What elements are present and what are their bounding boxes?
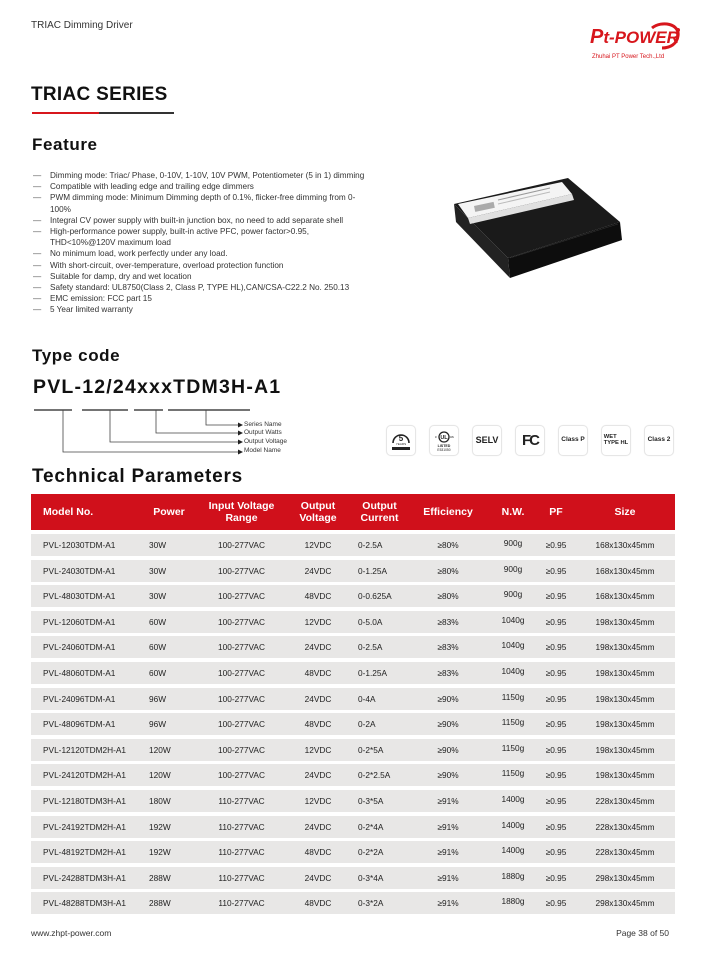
cell-efficiency: ≥90% (437, 693, 459, 704)
cell-model: PVL-24192TDM2H-A1 (43, 821, 127, 832)
cell-net-weight: 1040g (501, 614, 525, 625)
cell-model: PVL-48030TDM-A1 (43, 591, 116, 602)
technical-parameters-table (31, 494, 675, 914)
wet-type-hl-icon: WET TYPE HL (601, 425, 631, 456)
cell-output-current: 0-2*4A (358, 821, 384, 832)
cell-efficiency: ≥91% (437, 898, 459, 909)
cell-size: 228x130x45mm (595, 821, 655, 832)
cell-power: 30W (149, 591, 167, 602)
cell-output-current: 0-3*2A (358, 898, 384, 909)
cell-power: 120W (149, 770, 171, 781)
fcc-icon: FC (515, 425, 545, 456)
cell-output-current: 0-1.25A (358, 565, 388, 576)
cell-size: 198x130x45mm (595, 744, 655, 755)
table-row (31, 867, 675, 889)
cell-net-weight: 1400g (501, 793, 525, 804)
cell-input-voltage: 100-277VAC (218, 719, 265, 730)
feature-item: — No minimum load, work perfectly under any load. (33, 249, 228, 259)
selv-icon: SELV (472, 425, 502, 456)
cell-pf: ≥0.95 (545, 565, 567, 576)
cell-input-voltage: 110-277VAC (218, 898, 265, 909)
cell-efficiency: ≥83% (437, 667, 459, 678)
table-row (31, 688, 675, 710)
cell-net-weight: 1150g (501, 691, 525, 702)
table-header (31, 494, 675, 530)
table-row (31, 534, 675, 556)
cell-power: 30W (149, 565, 167, 576)
cell-output-current: 0-2*2A (358, 847, 384, 858)
cell-output-voltage: 12VDC (304, 616, 332, 627)
feature-item: — PWM dimming mode: Minimum Dimming depth of 0.1%, flicker-free dimming from 0-100% (33, 193, 356, 214)
cell-input-voltage: 100-277VAC (218, 667, 265, 678)
warranty-5-year-icon (386, 425, 416, 456)
type-code-heading: Type code (32, 346, 121, 365)
company-logo (588, 22, 680, 68)
svg-text:LISTED: LISTED (437, 443, 451, 448)
cell-efficiency: ≥80% (437, 591, 459, 602)
cell-size: 198x130x45mm (595, 642, 655, 653)
cell-power: 30W (149, 540, 167, 550)
column-header-efficiency: Efficiency (423, 506, 473, 518)
svg-text:UL: UL (440, 434, 448, 441)
cell-input-voltage: 110-277VAC (218, 872, 265, 883)
cell-model: PVL-48060TDM-A1 (43, 667, 116, 678)
technical-parameters-heading: Technical Parameters (32, 466, 244, 487)
cell-output-current: 0-2.5A (358, 642, 383, 653)
feature-item: — Safety standard: UL8750(Class 2, Class P, TYPE HL),CAN/CSA-C22.2 No. 250.13 (33, 283, 350, 293)
table-row (31, 816, 675, 838)
cell-net-weight: 1040g (501, 640, 525, 651)
cell-model: PVL-48096TDM-A1 (43, 719, 116, 730)
cell-model: PVL-24030TDM-A1 (43, 565, 116, 576)
table-row (31, 892, 675, 914)
cell-output-current: 0-2A (358, 719, 376, 730)
cell-size: 168x130x45mm (595, 591, 655, 602)
type-code-diagram (30, 400, 250, 460)
cell-input-voltage: 100-277VAC (218, 642, 265, 653)
type-code-label-series-name: Series Name (244, 421, 282, 428)
cell-size: 168x130x45mm (595, 540, 655, 550)
cell-net-weight: 1150g (501, 742, 525, 753)
cell-net-weight: 1150g (501, 717, 525, 728)
feature-list (33, 170, 393, 316)
cell-model: PVL-24120TDM2H-A1 (43, 770, 127, 781)
table-row (31, 764, 675, 786)
cell-output-voltage: 12VDC (304, 795, 332, 806)
cell-efficiency: ≥80% (437, 540, 459, 550)
cell-efficiency: ≥91% (437, 821, 459, 832)
cell-net-weight: 900g (503, 589, 523, 600)
cell-power: 120W (149, 744, 171, 755)
column-header-power: Power (153, 506, 185, 518)
column-header-input-voltage: Input Voltage Range (208, 500, 275, 524)
svg-text:c: c (435, 434, 437, 439)
cell-output-current: 0-4A (358, 693, 376, 704)
cell-net-weight: 1150g (501, 768, 525, 779)
cell-size: 298x130x45mm (595, 872, 655, 883)
column-header-model: Model No. (43, 506, 94, 518)
cell-output-current: 0-2*5A (358, 744, 384, 755)
cell-size: 298x130x45mm (595, 898, 655, 909)
svg-text:5: 5 (398, 433, 404, 443)
table-row (31, 739, 675, 761)
cell-power: 96W (149, 719, 167, 730)
cell-output-current: 0-5.0A (358, 616, 383, 627)
cell-net-weight: 1880g (501, 870, 525, 881)
cell-output-current: 0-3*5A (358, 795, 384, 806)
table-row (31, 790, 675, 812)
cell-pf: ≥0.95 (545, 667, 567, 678)
feature-heading: Feature (32, 135, 98, 154)
cell-output-voltage: 24VDC (304, 642, 332, 653)
product-image (450, 178, 630, 298)
cell-net-weight: 900g (503, 563, 523, 574)
cell-net-weight: 1880g (501, 896, 525, 907)
column-header-output-current: Output Current (360, 500, 399, 524)
cell-pf: ≥0.95 (545, 872, 567, 883)
cell-net-weight: 900g (503, 538, 523, 548)
table-row (31, 713, 675, 735)
cell-size: 228x130x45mm (595, 847, 655, 858)
cell-pf: ≥0.95 (545, 616, 567, 627)
column-header-size: Size (614, 506, 636, 518)
cell-pf: ≥0.95 (545, 540, 567, 550)
cell-efficiency: ≥83% (437, 616, 459, 627)
cell-input-voltage: 110-277VAC (218, 847, 265, 858)
cell-power: 60W (149, 642, 167, 653)
cell-power: 192W (149, 847, 171, 858)
feature-item: — Compatible with leading edge and trailing edge dimmers (33, 182, 254, 192)
cell-efficiency: ≥90% (437, 744, 459, 755)
cell-output-current: 0-0.625A (358, 591, 392, 602)
cell-power: 96W (149, 693, 167, 704)
cell-output-voltage: 48VDC (304, 719, 332, 730)
cell-size: 198x130x45mm (595, 719, 655, 730)
svg-text:us: us (450, 434, 454, 439)
feature-item: — Dimming mode: Triac/ Phase, 0-10V, 1-10V, 10V PWM, Potentiometer (5 in 1) dimming (33, 171, 365, 180)
cell-pf: ≥0.95 (545, 847, 567, 858)
cell-power: 288W (149, 872, 171, 883)
cell-output-voltage: 24VDC (304, 872, 332, 883)
cell-input-voltage: 100-277VAC (218, 744, 265, 755)
logo-subtitle: Zhuhai PT Power Tech.,Ltd (592, 54, 665, 60)
cell-efficiency: ≥90% (437, 719, 459, 730)
cell-power: 60W (149, 616, 167, 627)
cell-model: PVL-12180TDM3H-A1 (43, 795, 127, 806)
table-row (31, 636, 675, 658)
cell-input-voltage: 100-277VAC (218, 565, 265, 576)
cell-model: PVL-12120TDM2H-A1 (43, 744, 127, 755)
cell-output-current: 0-2*2.5A (358, 770, 391, 781)
cell-input-voltage: 100-277VAC (218, 591, 265, 602)
cell-input-voltage: 100-277VAC (218, 616, 265, 627)
cell-input-voltage: 110-277VAC (218, 795, 265, 806)
cell-power: 192W (149, 821, 171, 832)
cell-output-voltage: 48VDC (304, 591, 332, 602)
cell-model: PVL-48288TDM3H-A1 (43, 898, 127, 909)
cell-pf: ≥0.95 (545, 898, 567, 909)
cell-efficiency: ≥83% (437, 642, 459, 653)
cell-model: PVL-24288TDM3H-A1 (43, 872, 127, 883)
cell-power: 180W (149, 795, 171, 806)
type-code-label-output-voltage: Output Voltage (244, 438, 288, 445)
column-header-nw: N.W. (501, 506, 525, 518)
feature-item: — High-performance power supply, built-in active PFC, power factor>0.95, THD<10%@120V maximum load (33, 227, 310, 248)
cell-efficiency: ≥80% (437, 565, 459, 576)
cell-input-voltage: 100-277VAC (218, 540, 265, 550)
cell-size: 198x130x45mm (595, 693, 655, 704)
type-code-label-model-name: Model Name (244, 447, 281, 454)
cell-output-voltage: 48VDC (304, 847, 332, 858)
cell-size: 228x130x45mm (595, 795, 655, 806)
column-header-pf: PF (549, 506, 563, 518)
document-title: TRIAC Dimming Driver (31, 20, 133, 31)
table-row (31, 611, 675, 633)
column-header-output-voltage: Output Voltage (299, 500, 337, 524)
cell-pf: ≥0.95 (545, 795, 567, 806)
cell-model: PVL-24060TDM-A1 (43, 642, 116, 653)
cell-output-voltage: 24VDC (304, 770, 332, 781)
type-code-value: PVL-12/24xxxTDM3H-A1 (33, 376, 282, 398)
cell-size: 198x130x45mm (595, 667, 655, 678)
cell-input-voltage: 100-277VAC (218, 770, 265, 781)
cell-output-current: 0-2.5A (358, 540, 383, 550)
cell-net-weight: 1400g (501, 819, 525, 830)
feature-item: — Suitable for damp, dry and wet location (33, 271, 192, 281)
cell-output-voltage: 48VDC (304, 898, 332, 909)
cell-model: PVL-12030TDM-A1 (43, 540, 116, 550)
feature-item: — 5 Year limited warranty (33, 305, 133, 315)
ul-listed-icon (429, 425, 459, 456)
cell-size: 198x130x45mm (595, 770, 655, 781)
class-2-icon: Class 2 (644, 425, 674, 456)
cell-model: PVL-48192TDM2H-A1 (43, 847, 127, 858)
cell-pf: ≥0.95 (545, 744, 567, 755)
cell-output-voltage: 12VDC (304, 744, 332, 755)
cell-output-current: 0-3*4A (358, 872, 384, 883)
type-code-label-output-watts: Output Watts (244, 429, 282, 436)
cell-pf: ≥0.95 (545, 821, 567, 832)
class-p-icon: Class P (558, 425, 588, 456)
cell-output-voltage: 48VDC (304, 667, 332, 678)
cell-efficiency: ≥91% (437, 872, 459, 883)
cell-model: PVL-24096TDM-A1 (43, 693, 116, 704)
cell-output-voltage: 24VDC (304, 693, 332, 704)
table-row (31, 841, 675, 863)
cell-input-voltage: 100-277VAC (218, 693, 265, 704)
table-row (31, 585, 675, 607)
cell-efficiency: ≥90% (437, 770, 459, 781)
cell-output-current: 0-1.25A (358, 667, 388, 678)
feature-item: — EMC emission: FCC part 15 (33, 294, 152, 304)
svg-text:YEARS: YEARS (395, 441, 407, 446)
cell-pf: ≥0.95 (545, 642, 567, 653)
svg-text:E531050: E531050 (437, 447, 451, 452)
footer-website-link[interactable]: www.zhpt-power.com (31, 928, 112, 938)
feature-item: — Integral CV power supply with built-in junction box, no need to add separate shell (33, 215, 344, 225)
cell-power: 288W (149, 898, 171, 909)
cell-output-voltage: 24VDC (304, 565, 332, 576)
cell-model: PVL-12060TDM-A1 (43, 616, 116, 627)
cell-net-weight: 1400g (501, 845, 525, 856)
feature-item: — With short-circuit, over-temperature, overload protection function (33, 260, 284, 270)
table-row (31, 662, 675, 684)
cell-size: 198x130x45mm (595, 616, 655, 627)
cell-efficiency: ≥91% (437, 847, 459, 858)
certification-badges (386, 425, 674, 456)
cell-input-voltage: 110-277VAC (218, 821, 265, 832)
cell-output-voltage: 24VDC (304, 821, 332, 832)
cell-pf: ≥0.95 (545, 719, 567, 730)
series-title: TRIAC SERIES (31, 84, 168, 105)
page-number: Page 38 of 50 (616, 928, 669, 938)
cell-pf: ≥0.95 (545, 770, 567, 781)
logo-wordmark: Pt-POWER (590, 26, 679, 48)
cell-pf: ≥0.95 (545, 591, 567, 602)
cell-net-weight: 1040g (501, 665, 525, 676)
cell-output-voltage: 12VDC (304, 540, 332, 550)
cell-power: 60W (149, 667, 167, 678)
cell-size: 168x130x45mm (595, 565, 655, 576)
cell-pf: ≥0.95 (545, 693, 567, 704)
cell-efficiency: ≥91% (437, 795, 459, 806)
table-row (31, 560, 675, 582)
title-underline (32, 112, 174, 114)
